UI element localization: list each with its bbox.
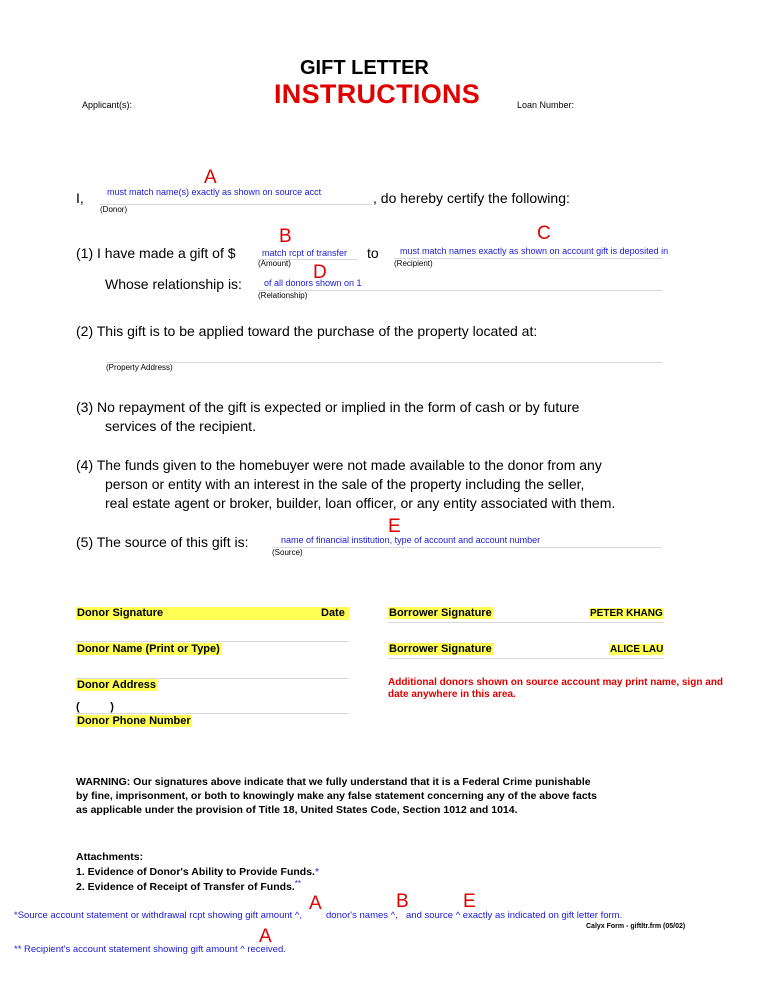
source-line: [272, 547, 662, 548]
attachment-item1-mark: *: [314, 866, 320, 878]
item5-text: (5) The source of this gift is:: [76, 534, 249, 550]
marker-b-footnote1: B: [396, 891, 409, 912]
warning-line3: as applicable under the provision of Title 18, United States Code, Section 1012 and 1014.: [76, 804, 518, 816]
recipient-hint[interactable]: must match names exactly as shown on account gift is deposited in: [400, 246, 669, 256]
recipient-line: [394, 258, 662, 259]
borrower-signature-label-2: Borrower Signature: [389, 643, 492, 655]
marker-b: B: [279, 226, 292, 247]
donor-line: [100, 204, 372, 205]
amount-hint[interactable]: match rcpt of transfer: [262, 248, 348, 258]
item4-line1: (4) The funds given to the homebuyer were not made available to the donor from any: [76, 457, 602, 473]
form-title: GIFT LETTER: [300, 57, 429, 79]
source-caption: (Source): [272, 548, 303, 557]
donor-hint[interactable]: must match name(s) exactly as shown on source acct: [107, 187, 322, 197]
marker-a-footnote1: A: [309, 893, 322, 914]
form-subtitle: INSTRUCTIONS: [274, 79, 481, 109]
borrower-name-1: PETER KHANG: [590, 608, 663, 619]
attachments-heading: Attachments:: [76, 851, 144, 863]
borrower-signature-line-2[interactable]: [388, 658, 664, 659]
source-hint[interactable]: name of financial institution, type of account and account number: [281, 535, 541, 545]
additional-note-line2: date anywhere in this area.: [388, 689, 516, 700]
footnote1-b: donor's names ^,: [326, 910, 398, 921]
borrower-signature-line-1[interactable]: [388, 622, 664, 623]
item1-to: to: [367, 245, 379, 261]
marker-e-footnote1: E: [463, 891, 476, 912]
marker-e: E: [388, 516, 401, 537]
attachment-item1: [76, 866, 319, 878]
address-line: [106, 362, 662, 363]
donor-signature-label: Donor Signature: [77, 607, 164, 619]
date-label: Date: [321, 607, 345, 619]
borrower-signature-label-1: Borrower Signature: [389, 607, 492, 619]
attachment-item2-mark: **: [294, 879, 302, 888]
attachment-item1-text: 1. Evidence of Donor's Ability to Provide Funds.: [76, 866, 315, 878]
relationship-label: Whose relationship is:: [105, 276, 242, 292]
phone-parens: ( ): [76, 701, 114, 713]
warning-line2: by fine, imprisonment, or both to knowingly make any false statement concerning any of the above facts: [76, 790, 598, 802]
marker-c: C: [537, 223, 551, 244]
loan-number-label: Loan Number:: [517, 100, 575, 110]
donor-caption: (Donor): [100, 205, 128, 214]
recipient-caption: (Recipient): [394, 259, 433, 268]
relationship-caption: (Relationship): [258, 291, 308, 300]
certify-suffix: , do hereby certify the following:: [373, 190, 570, 206]
donor-address-label: Donor Address: [77, 679, 157, 691]
donor-address-line[interactable]: [76, 713, 349, 714]
amount-caption: (Amount): [258, 259, 291, 268]
item4-line2: person or entity with an interest in the sale of the property including the seller,: [105, 476, 585, 492]
item2-text: (2) This gift is to be applied toward the purchase of the property located at:: [76, 323, 538, 339]
item4-line3: real estate agent or broker, builder, loan officer, or any entity associated with them.: [105, 495, 616, 511]
marker-d: D: [313, 262, 327, 283]
applicants-label: Applicant(s):: [82, 100, 133, 110]
donor-signature-line[interactable]: [76, 641, 349, 642]
item3-line1: (3) No repayment of the gift is expected or implied in the form of cash or by future: [76, 399, 580, 415]
attachment-item2-text: 2. Evidence of Receipt of Transfer of Funds.: [76, 881, 295, 893]
marker-a: A: [204, 167, 217, 188]
form-id: Calyx Form - giftltr.frm (05/02): [586, 923, 686, 930]
borrower-name-2: ALICE LAU: [610, 644, 664, 655]
attachment-item2: [76, 879, 301, 893]
address-caption: (Property Address): [106, 363, 173, 372]
marker-a-footnote2: A: [259, 926, 272, 947]
footnote2: ** Recipient's account statement showing gift amount ^ received.: [14, 944, 286, 955]
item3-line2: services of the recipient.: [105, 418, 256, 434]
item1-text: (1) I have made a gift of $: [76, 245, 236, 261]
certify-prefix: I,: [76, 190, 84, 206]
additional-note-line1: Additional donors shown on source account may print name, sign and: [388, 677, 724, 688]
donor-phone-label: Donor Phone Number: [77, 715, 191, 727]
donor-name-label: Donor Name (Print or Type): [77, 643, 220, 655]
relationship-line: [258, 290, 662, 291]
relationship-hint[interactable]: of all donors shown on 1: [264, 278, 362, 288]
warning-line1: WARNING: Our signatures above indicate that we fully understand that it is a Federal Crime punishable: [76, 776, 591, 788]
footnote1-a: *Source account statement or withdrawal rcpt showing gift amount ^,: [14, 910, 303, 921]
footnote1-c: and source ^ exactly as indicated on gift letter form.: [406, 910, 623, 921]
